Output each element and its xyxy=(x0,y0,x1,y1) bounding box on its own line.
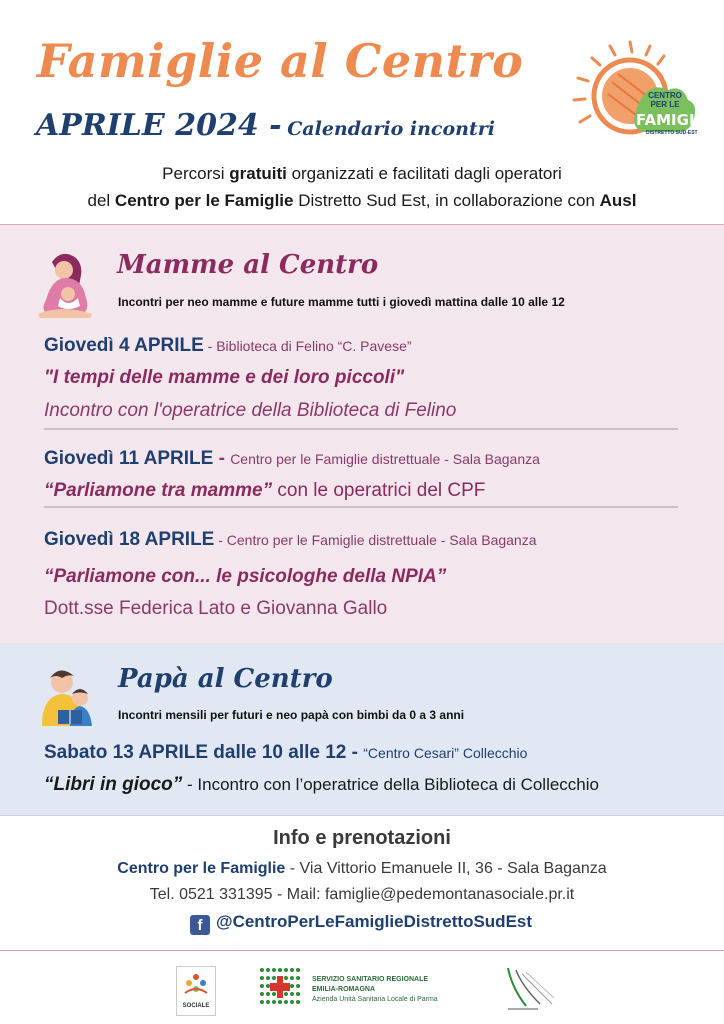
event-date-3: Giovedì 18 APRILE - Centro per le Famiglie distrettuale - Sala Baganza xyxy=(44,529,537,550)
papa-title: Papà al Centro xyxy=(118,664,333,694)
event-date-1: Giovedì 4 APRILE - Biblioteca di Felino “C. Pavese” xyxy=(44,335,412,356)
month-heading xyxy=(36,108,495,143)
event-title-2: “Parliamone tra mamme” con le operatrici del CPF xyxy=(44,480,486,501)
papa-subtitle: Incontri mensili per futuri e neo papà con bimbi da 0 a 3 anni xyxy=(118,708,465,722)
info-address: Centro per le Famiglie - Via Vittorio Emanuele II, 36 - Sala Baganza xyxy=(117,860,607,877)
logo-text-famiglie: FAMIGLIE xyxy=(636,111,715,129)
info-contacts: Tel. 0521 331395 - Mail: famiglie@pedemontanasociale.pr.it xyxy=(149,886,575,903)
event-title-3: “Parliamone con... le psicologhe della NPIA” xyxy=(44,566,447,587)
logo-text-perle: PER LE xyxy=(650,100,680,109)
main-title: Famiglie al Centro xyxy=(37,34,524,88)
logo-text-centro: CENTRO xyxy=(648,91,682,100)
ssr-dots-icon xyxy=(258,966,304,1010)
mamme-subtitle: Incontri per neo mamme e future mamme tutti i giovedì mattina dalle 10 alle 12 xyxy=(118,295,565,309)
pedemontana-sociale-logo xyxy=(176,966,216,1016)
event-date-2: Giovedì 11 APRILE - Centro per le Famiglie distrettuale - Sala Baganza xyxy=(44,448,540,469)
ssr-logo xyxy=(258,966,478,1012)
ssr-text-2: EMILIA-ROMAGNA xyxy=(312,986,375,993)
info-title: Info e prenotazioni xyxy=(273,827,451,849)
event-speaker-3: Dott.sse Federica Lato e Giovanna Gallo xyxy=(44,598,388,619)
event-title-1: "I tempi delle mamme e dei loro piccoli" xyxy=(44,367,405,388)
papa-event-title: “Libri in gioco” - Incontro con l’operatrice della Biblioteca di Collecchio xyxy=(44,774,599,795)
ssr-text-3: Azienda Unità Sanitaria Locale di Parma xyxy=(312,996,438,1003)
divider-1 xyxy=(44,428,678,430)
father-child-icon xyxy=(38,664,98,730)
mamme-title: Mamme al Centro xyxy=(117,250,379,280)
facebook-icon: f xyxy=(190,915,210,935)
intro-text: Percorsi gratuiti organizzati e facilitati dagli operatori del Centro per le Famiglie Distretto Sud Est, in collaborazione con Ausl xyxy=(87,164,637,210)
mother-baby-icon xyxy=(34,248,96,320)
papa-event-date: Sabato 13 APRILE dalle 10 alle 12 - “Centro Cesari” Collecchio xyxy=(44,742,528,763)
sociale-label: SOCIALE xyxy=(182,1003,210,1009)
calendar-subtitle: Calendario incontri xyxy=(287,118,495,140)
footer-divider xyxy=(0,950,724,951)
event-desc-1: Incontro con l'operatrice della Biblioteca di Felino xyxy=(44,400,457,421)
logo-text-distretto: DISTRETTO SUD-EST xyxy=(646,130,698,136)
month-label: APRILE 2024 - xyxy=(36,108,282,143)
facebook-link[interactable]: f @CentroPerLeFamiglieDistrettoSudEst xyxy=(190,912,532,935)
ssr-text-1: SERVIZIO SANITARIO REGIONALE xyxy=(312,976,429,983)
divider-2 xyxy=(44,506,678,508)
unione-montana-logo xyxy=(502,964,558,1012)
centro-famiglie-logo xyxy=(560,38,715,148)
